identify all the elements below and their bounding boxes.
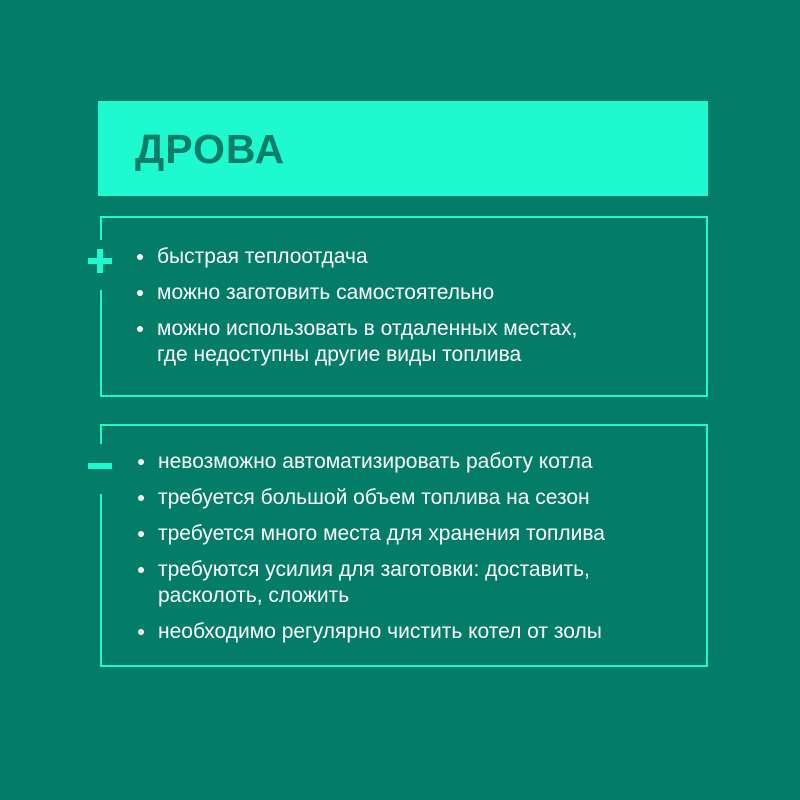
list-item-text: где недоступны другие виды топлива [157,343,522,366]
list-item-text: требуются усилия для заготовки: доставить, [158,558,590,581]
list-item [136,521,696,547]
cons-panel [100,424,708,667]
list-item-text: можно использовать в отдаленных местах, [157,317,578,340]
minus-icon [88,454,112,478]
list-item [136,449,696,475]
list-item [135,316,695,368]
pros-list [135,244,695,378]
list-item [135,280,695,306]
page-title: ДРОВА [135,126,286,172]
list-item-text: быстрая теплоотдача [157,245,368,268]
list-item-text: необходимо регулярно чистить котел от золы [158,620,602,643]
list-item [136,557,696,609]
list-item [136,485,696,511]
list-item-text: требуется большой объем топлива на сезон [158,486,590,509]
list-item [135,244,695,270]
list-item-text: требуется много места для хранения топлива [158,522,605,545]
list-item-text: можно заготовить самостоятельно [157,281,495,304]
list-item-text: невозможно автоматизировать работу котла [158,450,593,473]
cons-list [136,449,696,655]
list-item [136,619,696,645]
plus-icon [88,249,112,273]
pros-panel [100,216,708,397]
title-banner [98,101,708,196]
list-item-text: расколоть, сложить [158,584,350,607]
